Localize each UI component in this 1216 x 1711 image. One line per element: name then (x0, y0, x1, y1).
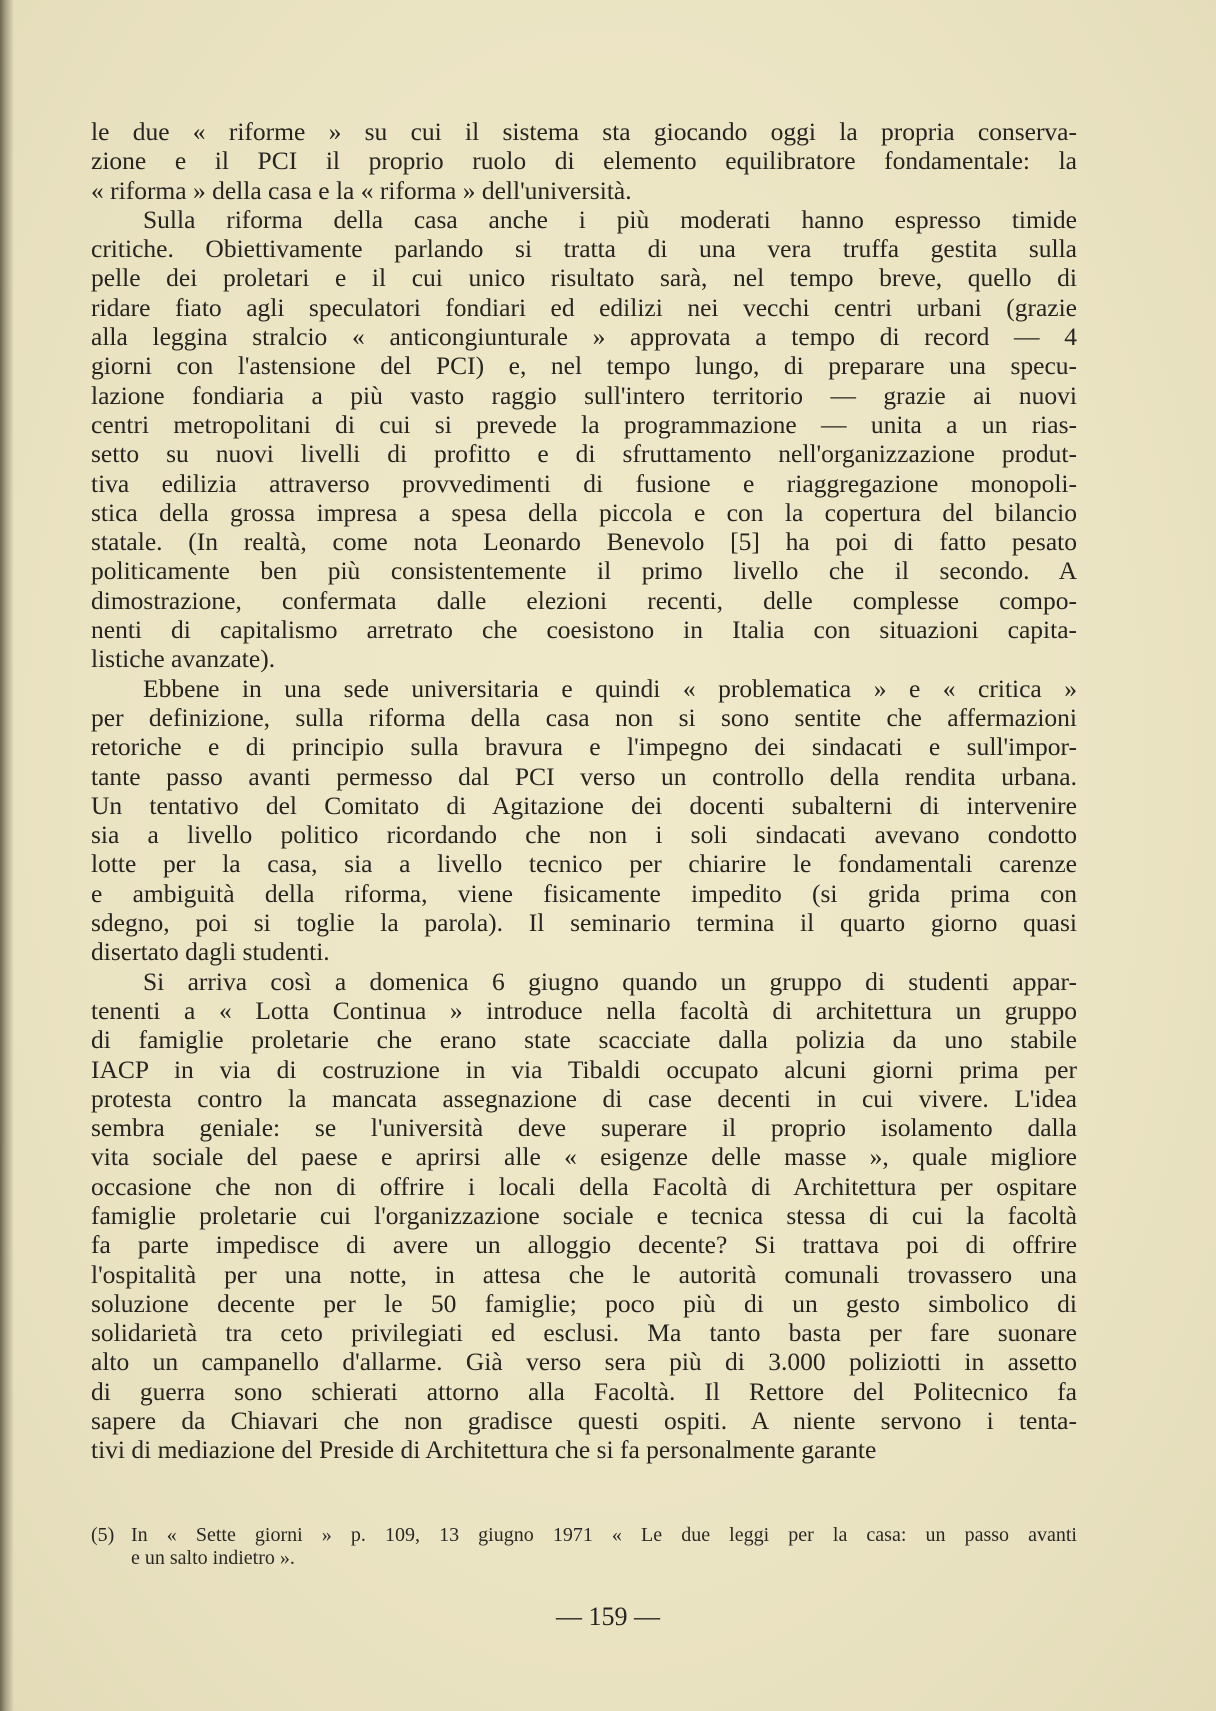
text-line: disertato dagli studenti. (91, 937, 330, 967)
paragraph (91, 967, 1077, 1465)
text-line: giorni con l'astensione del PCI) e, nel tempo lungo, di preparare una specu- (91, 351, 1077, 381)
text-line: le due « riforme » su cui il sistema sta giocando oggi la propria conserva- (91, 117, 1077, 146)
text-line: tivi di mediazione del Preside di Architettura che si fa personalmente garante (91, 1435, 877, 1465)
text-line: sia a livello politico ricordando che non i soli sindacati avevano condotto (91, 820, 1077, 850)
paragraph (91, 117, 1077, 205)
text-line: Sulla riforma della casa anche i più moderati hanno espresso timide (143, 204, 1077, 234)
text-line: setto su nuovi livelli di profitto e di sfruttamento nell'organizzazione produt- (91, 439, 1077, 469)
text-line: e ambiguità della riforma, viene fisicamente impedito (si grida prima con (91, 878, 1077, 908)
text-line: pelle dei proletari e il cui unico risultato sarà, nel tempo breve, quello di (91, 263, 1077, 293)
footnote-first-line (91, 1524, 1077, 1547)
text-line: alla leggina stralcio « anticongiunturale » approvata a tempo di record — 4 (91, 322, 1077, 352)
text-line: fa parte impedisce di avere un alloggio decente? Si trattava poi di offrire (91, 1230, 1077, 1260)
text-line: dimostrazione, confermata dalle elezioni recenti, delle complesse compo- (91, 585, 1077, 615)
text-line: politicamente ben più consistentemente il primo livello che il secondo. A (91, 556, 1077, 586)
text-line: di guerra sono schierati attorno alla Facoltà. Il Rettore del Politecnico fa (91, 1376, 1077, 1406)
text-line: stica della grossa impresa a spesa della piccola e con la copertura del bilancio (91, 497, 1077, 527)
body-text (91, 117, 1077, 1465)
footnote-text: In « Sette giorni » p. 109, 13 giugno 1971 « Le due leggi per la casa: un passo avanti (131, 1524, 1077, 1546)
text-line: nenti di capitalismo arretrato che coesistono in Italia con situazioni capita- (91, 615, 1077, 645)
text-line: di famiglie proletarie che erano state scacciate dalla polizia da uno stabile (91, 1025, 1077, 1055)
text-line: solidarietà tra ceto privilegiati ed esclusi. Ma tanto basta per fare suonare (91, 1318, 1077, 1348)
text-line: ridare fiato agli speculatori fondiari ed edilizi nei vecchi centri urbani (grazie (91, 292, 1077, 322)
text-line: protesta contro la mancata assegnazione di case decenti in cui vivere. L'idea (91, 1083, 1077, 1113)
paragraph (91, 674, 1077, 967)
text-line: Un tentativo del Comitato di Agitazione dei docenti subalterni di intervenire (91, 790, 1077, 820)
text-line: soluzione decente per le 50 famiglie; poco più di un gesto simbolico di (91, 1288, 1077, 1318)
text-line: alto un campanello d'allarme. Già verso sera più di 3.000 poliziotti in assetto (91, 1347, 1077, 1377)
text-line: statale. (In realtà, come nota Leonardo Benevolo [5] ha poi di fatto pesato (91, 527, 1077, 557)
text-line: sapere da Chiavari che non gradisce questi ospiti. A niente servono i tenta- (91, 1406, 1077, 1436)
text-line: listiche avanzate). (91, 644, 276, 674)
text-line: l'ospitalità per una notte, in attesa che le autorità comunali trovassero una (91, 1259, 1077, 1289)
binding-edge-shadow (0, 0, 14, 1711)
text-line: Si arriva così a domenica 6 giugno quando un gruppo di studenti appar- (143, 966, 1077, 996)
text-line: per definizione, sulla riforma della casa non si sono sentite che affermazioni (91, 702, 1077, 732)
text-line: occasione che non di offrire i locali della Facoltà di Architettura per ospitare (91, 1171, 1077, 1201)
text-line: critiche. Obiettivamente parlando si tratta di una vera truffa gestita sulla (91, 234, 1077, 264)
footnote (91, 1524, 1077, 1570)
text-line: famiglie proletarie cui l'organizzazione sociale e tecnica stessa di cui la facoltà (91, 1200, 1077, 1230)
text-line: zione e il PCI il proprio ruolo di elemento equilibratore fondamentale: la (91, 146, 1077, 176)
text-line: lazione fondiaria a più vasto raggio sull'intero territorio — grazie ai nuovi (91, 380, 1077, 410)
text-line: vita sociale del paese e aprirsi alle « esigenze delle masse », quale migliore (91, 1142, 1077, 1172)
text-line: tiva edilizia attraverso provvedimenti di fusione e riaggregazione monopoli- (91, 468, 1077, 498)
text-line: sembra geniale: se l'università deve superare il proprio isolamento dalla (91, 1113, 1077, 1143)
text-line: retoriche e di principio sulla bravura e l'impegno dei sindacati e sull'impor- (91, 732, 1077, 762)
footnote-label: (5) (91, 1524, 115, 1546)
text-line: lotte per la casa, sia a livello tecnico per chiarire le fondamentali carenze (91, 849, 1077, 879)
page-number: — 159 — (556, 1602, 660, 1631)
text-line: tante passo avanti permesso dal PCI verso un controllo della rendita urbana. (91, 761, 1077, 791)
text-line: centri metropolitani di cui si prevede la programmazione — unita a un rias- (91, 409, 1077, 439)
text-line: « riforma » della casa e la « riforma » dell'università. (91, 175, 632, 205)
text-line: Ebbene in una sede universitaria e quindi « problematica » e « critica » (143, 673, 1077, 703)
footnote-continuation: e un salto indietro ». (131, 1547, 295, 1569)
text-line: sdegno, poi si toglie la parola). Il seminario termina il quarto giorno quasi (91, 908, 1077, 938)
paragraph (91, 205, 1077, 674)
text-line: IACP in via di costruzione in via Tibaldi occupato alcuni giorni prima per (91, 1054, 1077, 1084)
text-line: tenenti a « Lotta Continua » introduce nella facoltà di architettura un gruppo (91, 995, 1077, 1025)
